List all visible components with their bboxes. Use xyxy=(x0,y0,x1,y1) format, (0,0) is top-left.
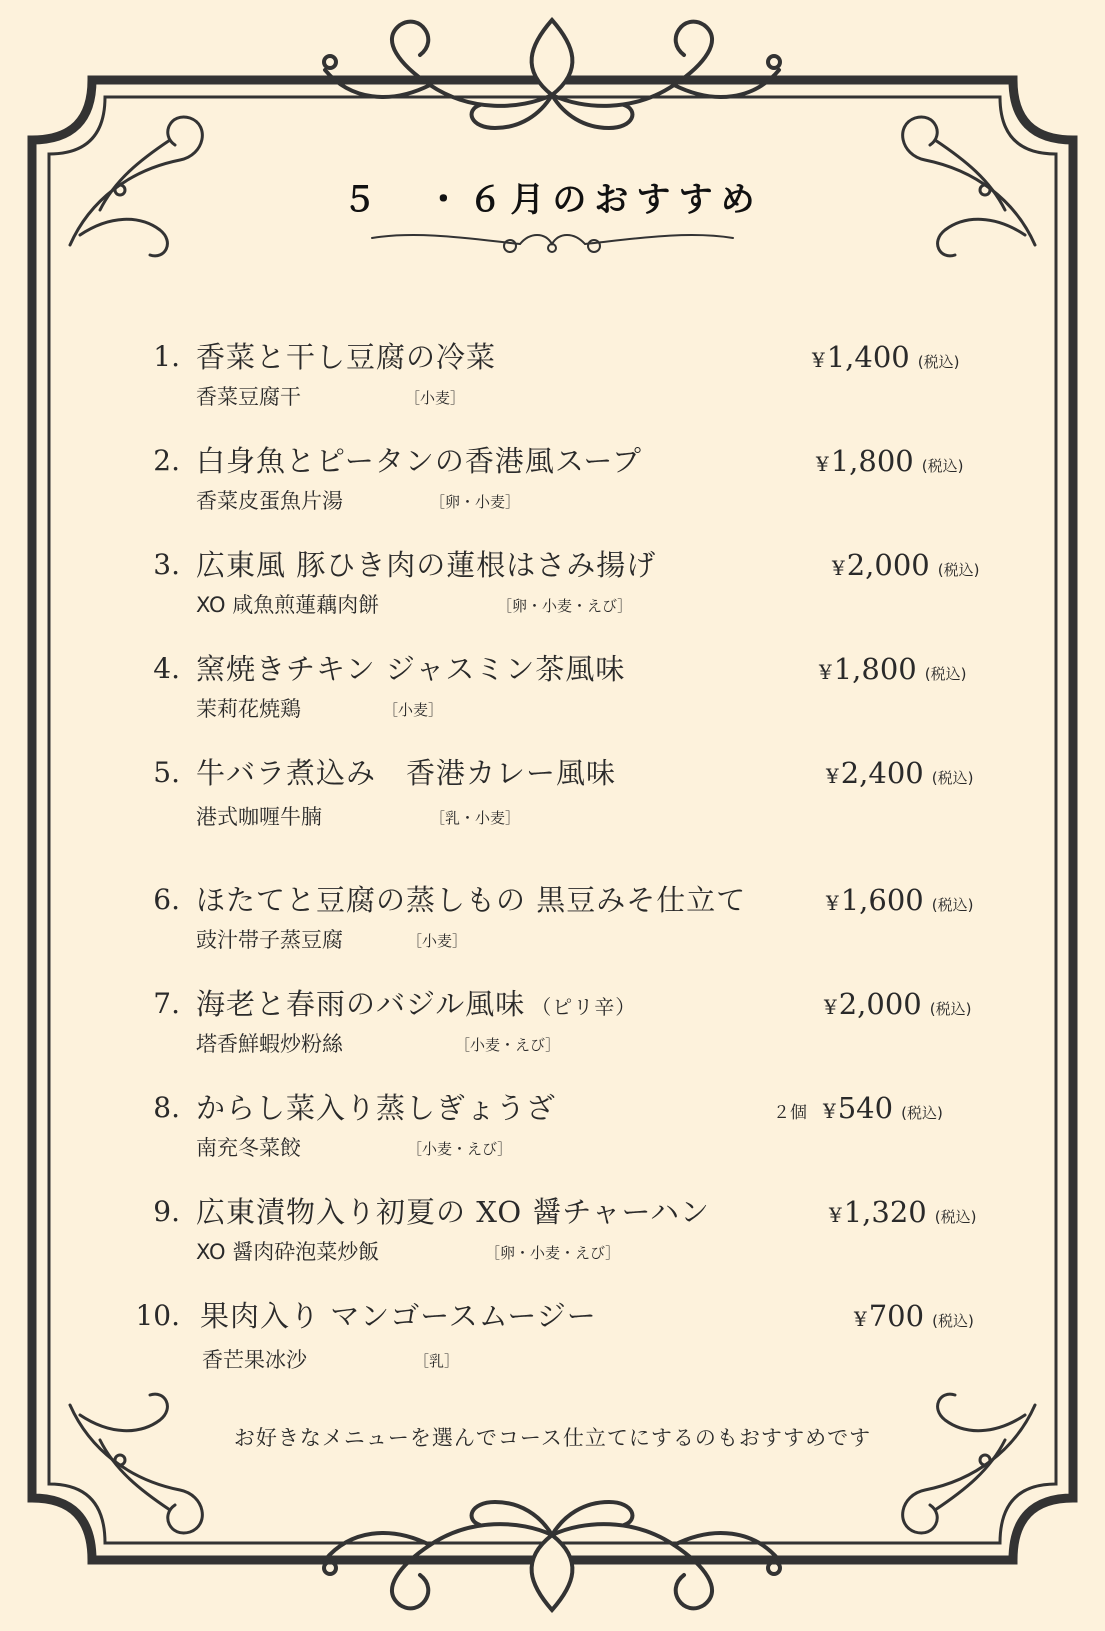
item-number: 7. xyxy=(153,987,180,1020)
item-quantity: ２個 xyxy=(773,1103,807,1123)
menu-item xyxy=(0,986,1105,1066)
price-amount: 2,000 xyxy=(838,987,922,1021)
item-name xyxy=(196,339,502,378)
tax-label: (税込) xyxy=(931,769,974,787)
item-chinese-name: 香菜豆腐干 xyxy=(196,385,301,409)
menu-item xyxy=(0,1090,1105,1170)
price-amount: 2,400 xyxy=(840,756,924,790)
tax-label: (税込) xyxy=(937,561,980,579)
item-allergens: ［小麦］ xyxy=(405,389,466,407)
tax-label: (税込) xyxy=(931,896,974,914)
item-name xyxy=(196,1090,562,1129)
item-chinese-name: 港式咖喱牛腩 xyxy=(196,805,322,829)
corner-flourish-bottom-left xyxy=(70,1394,202,1533)
item-name-text: 海老と春雨のバジル風味 xyxy=(196,987,526,1021)
title-underline-flourish xyxy=(372,235,733,252)
tax-label: (税込) xyxy=(932,1312,974,1330)
yen-symbol: ¥ xyxy=(823,1099,836,1123)
menu-item xyxy=(0,651,1105,731)
item-number: 5. xyxy=(153,756,180,789)
tax-label: (税込) xyxy=(929,1000,972,1018)
item-chinese-name: 茉莉花焼鶏 xyxy=(196,697,301,721)
item-allergens: ［卵・小麦］ xyxy=(430,493,521,511)
item-allergens: ［乳・小麦］ xyxy=(430,809,521,827)
item-number: 1. xyxy=(153,340,180,373)
corner-flourish-bottom-right xyxy=(903,1394,1035,1533)
item-price xyxy=(813,1194,976,1235)
tax-label: (税込) xyxy=(924,665,967,683)
tax-label: (税込) xyxy=(901,1104,943,1122)
item-note: （ピリ辛） xyxy=(531,995,637,1019)
item-chinese-name: 香芒果冰沙 xyxy=(202,1348,307,1372)
item-price xyxy=(810,755,973,796)
item-allergens: ［卵・小麦・えび］ xyxy=(485,1244,621,1262)
item-allergens: ［卵・小麦・えび］ xyxy=(497,597,633,615)
menu-item xyxy=(0,547,1105,627)
item-number: 10. xyxy=(135,1299,180,1332)
item-name-text: 牛バラ煮込み 香港カレー風味 xyxy=(196,756,617,790)
price-amount: 2,000 xyxy=(846,548,930,582)
menu-title: ５ ・６月のおすすめ xyxy=(342,180,763,220)
menu-item xyxy=(0,1298,1105,1378)
item-price xyxy=(773,1090,943,1131)
menu-item xyxy=(0,1194,1105,1274)
item-name-text: からし菜入り蒸しぎょうざ xyxy=(196,1091,557,1125)
tax-label: (税込) xyxy=(934,1208,977,1226)
item-number: 3. xyxy=(153,548,180,581)
item-allergens: ［小麦］ xyxy=(383,701,444,719)
item-price xyxy=(810,882,973,923)
item-number: 9. xyxy=(153,1195,180,1228)
yen-symbol: ¥ xyxy=(854,1307,867,1331)
item-name-text: 窯焼きチキン ジャスミン茶風味 xyxy=(196,652,626,686)
footer-note: お好きなメニューを選んでコース仕立てにするのもおすすめです xyxy=(233,1426,872,1450)
price-amount: 1,600 xyxy=(840,883,924,917)
yen-symbol: ¥ xyxy=(826,891,839,915)
item-price xyxy=(808,986,971,1027)
item-name xyxy=(196,882,752,921)
item-name-text: 広東漬物入り初夏の XO 醤チャーハン xyxy=(196,1195,711,1229)
item-allergens: ［小麦・えび］ xyxy=(407,1140,513,1158)
item-chinese-name: XO 醤肉砕泡菜炒飯 xyxy=(196,1240,380,1264)
item-number: 6. xyxy=(153,883,180,916)
item-allergens: ［乳］ xyxy=(414,1352,460,1370)
item-chinese-name: XO 咸魚煎蓮藕肉餅 xyxy=(196,593,380,617)
item-chinese-name: 豉汁帯子蒸豆腐 xyxy=(196,928,343,952)
menu-item xyxy=(0,443,1105,523)
price-amount: 1,800 xyxy=(833,652,917,686)
item-name xyxy=(196,547,662,586)
yen-symbol: ¥ xyxy=(829,1203,842,1227)
item-number: 4. xyxy=(153,652,180,685)
item-price xyxy=(816,547,979,588)
item-name xyxy=(196,755,622,794)
item-name xyxy=(196,1194,716,1233)
item-name-text: 白身魚とピータンの香港風スープ xyxy=(196,444,642,478)
item-price xyxy=(796,339,959,380)
yen-symbol: ¥ xyxy=(832,556,845,580)
menu-item xyxy=(0,339,1105,419)
item-number: 8. xyxy=(153,1091,180,1124)
item-name-text: 香菜と干し豆腐の冷菜 xyxy=(196,340,497,374)
item-name xyxy=(200,1298,603,1337)
yen-symbol: ¥ xyxy=(824,995,837,1019)
item-price xyxy=(800,443,963,484)
item-number: 2. xyxy=(153,444,180,477)
yen-symbol: ¥ xyxy=(826,764,839,788)
yen-symbol: ¥ xyxy=(812,348,825,372)
yen-symbol: ¥ xyxy=(819,660,832,684)
item-name xyxy=(196,651,631,690)
tax-label: (税込) xyxy=(917,353,960,371)
item-name xyxy=(196,986,636,1025)
item-name-text: 果肉入り マンゴースムージー xyxy=(200,1299,597,1333)
item-price xyxy=(838,1298,974,1339)
item-price xyxy=(803,651,966,692)
price-amount: 1,800 xyxy=(830,444,914,478)
item-name-text: ほたてと豆腐の蒸しもの 黒豆みそ仕立て xyxy=(196,883,747,917)
price-amount: 540 xyxy=(837,1091,894,1125)
menu-item xyxy=(0,882,1105,962)
item-name-text: 広東風 豚ひき肉の蓮根はさみ揚げ xyxy=(196,548,657,582)
price-amount: 1,400 xyxy=(826,340,910,374)
item-chinese-name: 塔香鮮蝦炒粉絲 xyxy=(196,1032,343,1056)
item-allergens: ［小麦・えび］ xyxy=(455,1036,561,1054)
item-chinese-name: 南充冬菜餃 xyxy=(196,1136,301,1160)
price-amount: 1,320 xyxy=(843,1195,927,1229)
menu-item xyxy=(0,755,1105,835)
yen-symbol: ¥ xyxy=(816,452,829,476)
tax-label: (税込) xyxy=(921,457,964,475)
price-amount: 700 xyxy=(868,1299,925,1333)
item-allergens: ［小麦］ xyxy=(407,932,468,950)
item-name xyxy=(196,443,648,482)
item-chinese-name: 香菜皮蛋魚片湯 xyxy=(196,489,343,513)
